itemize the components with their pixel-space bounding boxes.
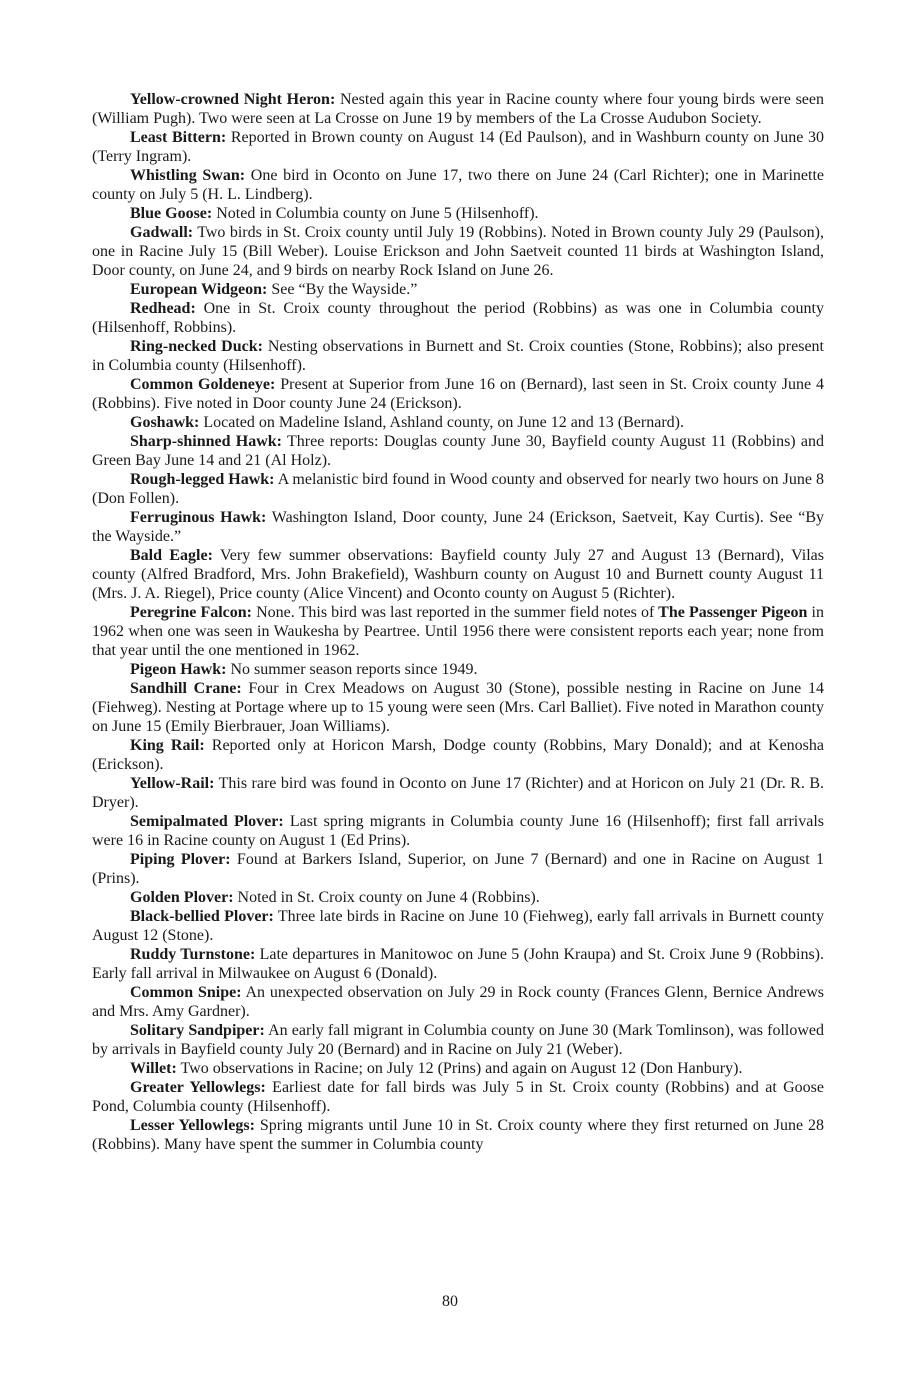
species-name: Bald Eagle: <box>130 547 213 564</box>
species-entry <box>92 375 824 413</box>
entry-text: Four in Crex Meadows on August 30 (Stone), possible nesting in Racine on June 14 (Fiehweg). Nesting at Portage where up to 15 young were seen (Mrs. Carl Balliet). Five noted in Marathon county on June 15 (Emily Bierbrauer, Joan Williams). <box>92 680 824 735</box>
species-name: Golden Plover: <box>130 889 234 906</box>
species-name: Yellow-Rail: <box>130 775 215 792</box>
entry-text: Reported only at Horicon Marsh, Dodge county (Robbins, Mary Donald); and at Kenosha (Erickson). <box>92 737 824 773</box>
species-entry <box>92 280 824 299</box>
species-entry <box>92 736 824 774</box>
entry-text: Late departures in Manitowoc on June 5 (John Kraupa) and St. Croix June 9 (Robbins). Early fall arrival in Milwaukee on August 6 (Donald). <box>92 946 825 982</box>
species-entry <box>92 546 824 603</box>
species-name: Solitary Sandpiper: <box>130 1022 265 1039</box>
species-entry <box>92 679 824 736</box>
species-entry <box>92 90 824 128</box>
entry-text: Two birds in St. Croix county until July 19 (Robbins). Noted in Brown county July 29 (Paulson), one in Racine July 15 (Bill Weber). Louise Erickson and John Saetveit counted 11 birds at Washington Island, Door county, on June 24, and 9 birds on nearby Rock Island on June 26. <box>92 224 824 279</box>
species-name: Pigeon Hawk: <box>130 661 227 678</box>
entry-text: None. This bird was last reported in the summer field notes of <box>252 604 655 621</box>
entry-text: One bird in Oconto on June 17, two there on June 24 (Carl Richter); one in Marinette county on July 5 (H. L. Lindberg). <box>92 167 825 203</box>
entry-text: An unexpected observation on July 29 in Rock county (Frances Glenn, Bernice Andrews and Mrs. Amy Gardner). <box>92 984 824 1020</box>
entry-text: A melanistic bird found in Wood county and observed for nearly two hours on June 8 (Don Follen). <box>92 471 825 507</box>
species-entry <box>92 812 824 850</box>
species-name: Gadwall: <box>130 224 194 241</box>
entry-text: Three late birds in Racine on June 10 (Fiehweg), early fall arrivals in Burnett county August 12 (Stone). <box>92 908 824 944</box>
entry-text: Two observations in Racine; on July 12 (Prins) and again on August 12 (Don Hanbury). <box>176 1060 743 1077</box>
species-name: Sharp-shinned Hawk: <box>130 433 283 450</box>
species-entry <box>92 337 824 375</box>
entry-text: Washington Island, Door county, June 24 (Erickson, Saetveit, Kay Curtis). See “By the Wayside.” <box>92 509 825 545</box>
species-name: Rough-legged Hawk: <box>130 471 275 488</box>
species-name: European Widgeon: <box>130 281 268 298</box>
entry-text: Spring migrants until June 10 in St. Croix county where they first returned on June 28 (Robbins). Many have spent the summer in Columbia county <box>92 1117 824 1153</box>
species-entry <box>92 983 824 1021</box>
species-name: Peregrine Falcon: <box>130 604 252 621</box>
species-entry <box>92 1021 824 1059</box>
entry-text: Nested again this year in Racine county where four young birds were seen (William Pugh). Two were seen at La Crosse on June 19 by members of the La Crosse Audubon Society. <box>92 91 824 127</box>
species-entry <box>92 1059 824 1078</box>
species-name: Yellow-crowned Night Heron: <box>130 91 336 108</box>
species-entry <box>92 774 824 812</box>
species-entry <box>92 413 824 432</box>
species-name: Least Bittern: <box>130 129 227 146</box>
species-name: Whistling Swan: <box>130 167 246 184</box>
entry-text: Nesting observations in Burnett and St. Croix counties (Stone, Robbins); also present in Columbia county (Hilsenhoff). <box>92 338 824 374</box>
species-entry <box>92 888 824 907</box>
species-entry <box>92 850 824 888</box>
entry-text: Very few summer observations: Bayfield county July 27 and August 13 (Bernard), Vilas county (Alfred Bradford, Mrs. John Brakefield), Washburn county on August 10 and Burnett county August 11 (Mrs. J. A. Riegel), Price county (Alice Vincent) and Oconto county on August 5 (Richter). <box>92 547 824 602</box>
entry-text: An early fall migrant in Columbia county on June 30 (Mark Tomlinson), was followed by arrivals in Bayfield county July 20 (Bernard) and in Racine on July 21 (Weber). <box>92 1022 825 1058</box>
species-name: Lesser Yellowlegs: <box>130 1117 255 1134</box>
species-entry <box>92 470 824 508</box>
entry-text: Earliest date for fall birds was July 5 in St. Croix county (Robbins) and at Goose Pond, Columbia county (Hilsenhoff). <box>92 1079 825 1115</box>
entry-text: Noted in St. Croix county on June 4 (Robbins). <box>233 889 540 906</box>
species-entry <box>92 166 824 204</box>
entry-text: Located on Madeline Island, Ashland county, on June 12 and 13 (Bernard). <box>199 414 684 431</box>
species-entry <box>92 508 824 546</box>
species-name: Ruddy Turnstone: <box>130 946 256 963</box>
species-name: Semipalmated Plover: <box>130 813 284 830</box>
entry-text: Three reports: Douglas county June 30, Bayfield county August 11 (Robbins) and Green Bay June 14 and 21 (Al Holz). <box>92 433 825 469</box>
species-name: Redhead: <box>130 300 196 317</box>
species-entry <box>92 299 824 337</box>
entry-text: Found at Barkers Island, Superior, on June 7 (Bernard) and one in Racine on August 1 (Prins). <box>92 851 824 887</box>
species-name: Sandhill Crane: <box>130 680 242 697</box>
species-entry <box>92 660 824 679</box>
species-name: Blue Goose: <box>130 205 213 222</box>
species-entry <box>92 432 824 470</box>
species-entry <box>92 603 824 660</box>
entry-text-continued: in 1962 when one was seen in Waukesha by Peartree. Until 1956 there were consistent reports each year; none from that year until the one mentioned in 1962. <box>92 604 824 659</box>
species-entry <box>92 223 824 280</box>
publication-title: The Passenger Pigeon <box>654 604 808 621</box>
species-entry <box>92 204 824 223</box>
field-notes-entries <box>92 90 824 1154</box>
species-name: Common Goldeneye: <box>130 376 276 393</box>
species-name: Ferruginous Hawk: <box>130 509 267 526</box>
entry-text: Noted in Columbia county on June 5 (Hilsenhoff). <box>212 205 539 222</box>
page-number: 80 <box>442 1293 458 1310</box>
entry-text: Present at Superior from June 16 on (Bernard), last seen in St. Croix county June 4 (Robbins). Five noted in Door county June 24 (Erickson). <box>92 376 824 412</box>
species-name: Black-bellied Plover: <box>130 908 274 925</box>
species-name: Ring-necked Duck: <box>130 338 263 355</box>
species-name: Willet: <box>130 1060 177 1077</box>
entry-text: See “By the Wayside.” <box>267 281 418 298</box>
species-name: Greater Yellowlegs: <box>130 1079 266 1096</box>
entry-text: No summer season reports since 1949. <box>226 661 478 678</box>
species-name: Goshawk: <box>130 414 200 431</box>
species-entry <box>92 945 824 983</box>
species-entry <box>92 907 824 945</box>
species-name: Common Snipe: <box>130 984 242 1001</box>
entry-text: Reported in Brown county on August 14 (Ed Paulson), and in Washburn county on June 30 (Terry Ingram). <box>92 129 825 165</box>
entry-text: One in St. Croix county throughout the period (Robbins) as was one in Columbia county (Hilsenhoff, Robbins). <box>92 300 824 336</box>
entry-text: This rare bird was found in Oconto on June 17 (Richter) and at Horicon on July 21 (Dr. R. B. Dryer). <box>92 775 824 811</box>
species-name: King Rail: <box>130 737 205 754</box>
species-entry <box>92 1116 824 1154</box>
species-name: Piping Plover: <box>130 851 231 868</box>
entry-text: Last spring migrants in Columbia county June 16 (Hilsenhoff); first fall arrivals were 16 in Racine county on August 1 (Ed Prins). <box>92 813 825 849</box>
species-entry <box>92 128 824 166</box>
species-entry <box>92 1078 824 1116</box>
